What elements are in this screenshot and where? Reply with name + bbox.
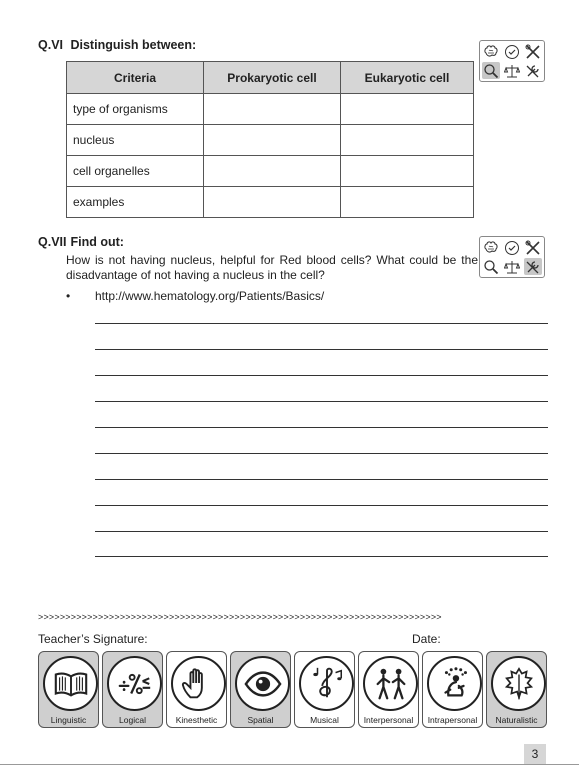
q6-title: Distinguish between:	[70, 38, 197, 52]
intelligence-label: Intrapersonal	[427, 715, 478, 725]
q7-question-text: How is not having nucleus, helpful for Red blood cells? What could be the disadvantage of not having a nucleus in the cell?	[66, 253, 478, 282]
wrench-icon	[524, 62, 542, 79]
brain-icon	[482, 239, 500, 256]
brain-icon	[482, 43, 500, 60]
balance-icon	[503, 62, 521, 79]
intelligence-label: Linguistic	[50, 715, 87, 725]
q7-title: Find out:	[70, 235, 124, 249]
bullet-marker: •	[66, 289, 71, 303]
page-number: 3	[524, 744, 546, 764]
intelligence-naturalistic	[486, 651, 547, 728]
intelligence-logical	[102, 651, 163, 728]
intelligence-spatial	[230, 651, 291, 728]
tools-crossed-icon	[524, 239, 542, 256]
intelligence-label: Logical	[119, 715, 146, 725]
book-icon	[43, 656, 98, 711]
criteria-cell: type of organisms	[67, 94, 204, 125]
criteria-cell: examples	[67, 187, 204, 218]
column-header: Prokaryotic cell	[204, 62, 341, 94]
thinking-person-icon	[427, 656, 482, 711]
magnifier-icon	[482, 258, 500, 275]
hand-icon	[171, 656, 226, 711]
criteria-cell: nucleus	[67, 125, 204, 156]
music-note-icon	[299, 656, 354, 711]
answer-cell[interactable]	[341, 125, 474, 156]
column-header: Criteria	[67, 62, 204, 94]
skill-icons-box	[479, 236, 545, 278]
answer-line[interactable]	[95, 479, 548, 480]
intelligence-kinesthetic	[166, 651, 227, 728]
reference-link[interactable]: http://www.hematology.org/Patients/Basics/	[95, 289, 325, 303]
q6-number: Q.VI	[38, 38, 64, 52]
answer-line[interactable]	[95, 427, 548, 428]
intelligence-intrapersonal	[422, 651, 483, 728]
tools-crossed-icon	[524, 43, 542, 60]
answer-line[interactable]	[95, 453, 548, 454]
intelligence-musical	[294, 651, 355, 728]
answer-line[interactable]	[95, 349, 548, 350]
column-header: Eukaryotic cell	[341, 62, 474, 94]
intelligence-linguistic	[38, 651, 99, 728]
answer-line[interactable]	[95, 556, 548, 557]
answer-cell[interactable]	[204, 94, 341, 125]
table-row	[67, 125, 474, 156]
eye-icon	[235, 656, 290, 711]
table-row	[67, 156, 474, 187]
skill-icons-box	[479, 40, 545, 82]
intelligence-label: Kinesthetic	[175, 715, 218, 725]
balance-icon	[503, 258, 521, 275]
intelligence-interpersonal	[358, 651, 419, 728]
divider-chevrons: >>>>>>>>>>>>>>>>>>>>>>>>>>>>>>>>>>>>>>>>>>>>>>>>>>>>>>>>>>>>>>>>>>>>>>>>>>	[38, 612, 442, 622]
answer-line[interactable]	[95, 531, 548, 532]
footer-rule	[0, 764, 579, 765]
intelligence-label: Naturalistic	[495, 715, 538, 725]
answer-line[interactable]	[95, 505, 548, 506]
table-header-row	[67, 62, 474, 94]
q7-number: Q.VII	[38, 235, 67, 249]
answer-cell[interactable]	[341, 94, 474, 125]
comparison-table	[66, 61, 474, 218]
answer-cell[interactable]	[204, 187, 341, 218]
math-symbols-icon	[107, 656, 162, 711]
signature-label: Teacher’s Signature:	[38, 632, 148, 646]
wrench-icon	[524, 258, 542, 275]
criteria-cell: cell organelles	[67, 156, 204, 187]
intelligence-label: Interpersonal	[363, 715, 414, 725]
answer-line[interactable]	[95, 401, 548, 402]
people-icon	[363, 656, 418, 711]
table-row	[67, 187, 474, 218]
check-icon	[503, 43, 521, 60]
answer-cell[interactable]	[204, 156, 341, 187]
magnifier-icon	[482, 62, 500, 79]
answer-cell[interactable]	[341, 156, 474, 187]
date-label: Date:	[412, 632, 441, 646]
table-row	[67, 94, 474, 125]
intelligence-label: Spatial	[247, 715, 274, 725]
q7-heading	[38, 235, 124, 249]
answer-line[interactable]	[95, 323, 548, 324]
leaf-icon	[491, 656, 546, 711]
q6-heading	[38, 38, 196, 52]
check-icon	[503, 239, 521, 256]
answer-cell[interactable]	[341, 187, 474, 218]
answer-cell[interactable]	[204, 125, 341, 156]
intelligence-label: Musical	[310, 715, 339, 725]
answer-line[interactable]	[95, 375, 548, 376]
